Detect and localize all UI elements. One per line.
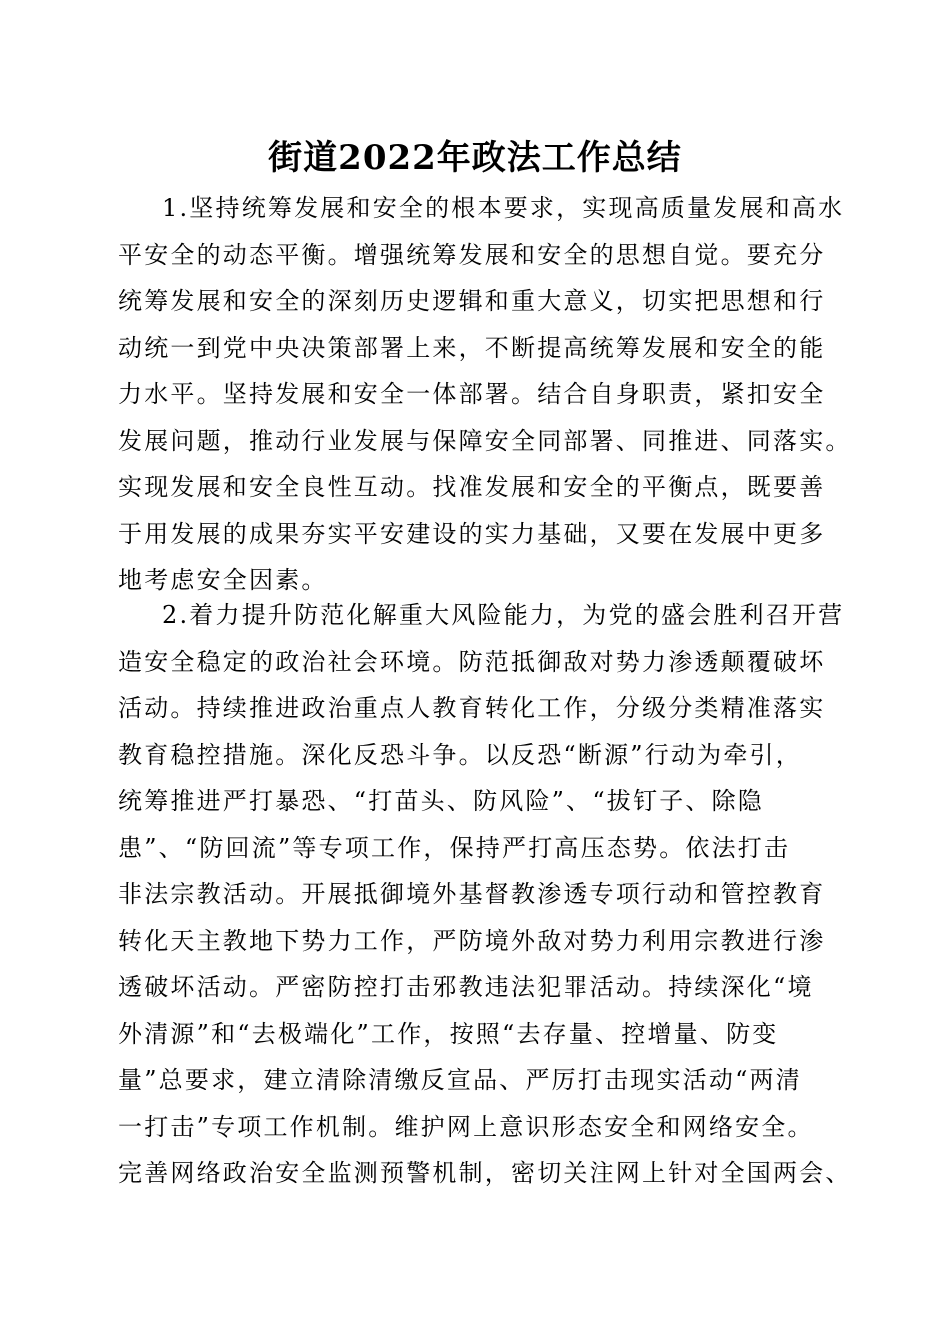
paragraph-2 (118, 592, 852, 1197)
paragraph-line: 统筹推进严打暴恐、“打苗头、防风险”、“拔钉子、除隐 (118, 787, 765, 815)
paragraph-1 (118, 185, 852, 604)
paragraph-line: 2.着力提升防范化解重大风险能力，为党的盛会胜利召开营 (162, 601, 845, 629)
paragraph-line: 力水平。坚持发展和安全一体部署。结合自身职责，紧扣安全 (118, 380, 826, 408)
paragraph-line: 非法宗教活动。开展抵御境外基督教渗透专项行动和管控教育 (118, 880, 826, 908)
paragraph-line: 转化天主教地下势力工作，严防境外敌对势力利用宗教进行渗 (118, 926, 826, 955)
document-title: 街道2022年政法工作总结 (268, 138, 682, 178)
paragraph-line: 造安全稳定的政治社会环境。防范抵御敌对势力渗透颠覆破坏 (118, 647, 826, 676)
paragraph-line: 平安全的动态平衡。增强统筹发展和安全的思想自觉。要充分 (118, 240, 826, 269)
paragraph-line: 发展问题，推动行业发展与保障安全同部署、同推进、同落实。 (118, 426, 852, 455)
paragraph-line: 活动。持续推进政治重点人教育转化工作，分级分类精准落实 (118, 694, 826, 722)
paragraph-line: 于用发展的成果夯实平安建设的实力基础，又要在发展中更多 (118, 519, 826, 548)
paragraph-line: 统筹发展和安全的深刻历史逻辑和重大意义，切实把思想和行 (118, 287, 826, 315)
paragraph-line: 教育稳控措施。深化反恐斗争。以反恐“断源”行动为牵引， (118, 740, 802, 769)
paragraph-line: 患”、“防回流”等专项工作，保持严打高压态势。依法打击 (118, 833, 791, 862)
paragraph-line: 量”总要求，建立清除清缴反宣品、严厉打击现实活动“两清 (118, 1066, 802, 1094)
paragraph-line: 外清源”和“去极端化”工作，按照“去存量、控增量、防变 (118, 1019, 779, 1048)
paragraph-line: 一打击”专项工作机制。维护网上意识形态安全和网络安全。 (118, 1112, 814, 1141)
paragraph-line: 地考虑安全因素。 (118, 566, 328, 594)
paragraph-line: 透破坏活动。严密防控打击邪教违法犯罪活动。持续深化“境 (118, 973, 814, 1001)
paragraph-line: 实现发展和安全良性互动。找准发展和安全的平衡点，既要善 (118, 473, 826, 501)
paragraph-line: 动统一到党中央决策部署上来，不断提高统筹发展和安全的能 (118, 333, 826, 362)
paragraph-line: 1.坚持统筹发展和安全的根本要求，实现高质量发展和高水 (162, 194, 845, 222)
paragraph-line: 完善网络政治安全监测预警机制，密切关注网上针对全国两会、 (118, 1159, 852, 1187)
